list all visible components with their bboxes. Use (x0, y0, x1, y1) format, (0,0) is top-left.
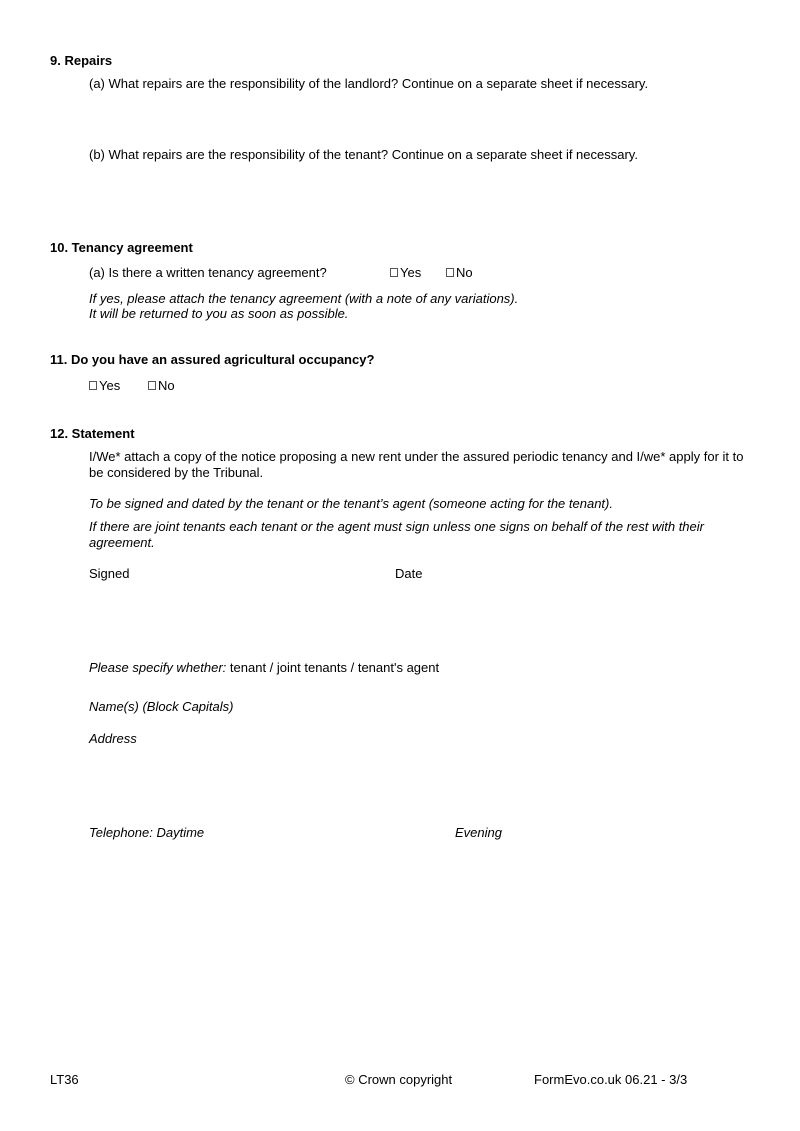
evening-label: Evening (455, 825, 502, 840)
address-label: Address (89, 731, 137, 746)
no-label: No (456, 265, 473, 280)
written-agreement-yes-checkbox[interactable] (390, 265, 421, 281)
no-label: No (158, 378, 175, 393)
repairs-landlord-answer-field[interactable] (89, 94, 754, 138)
agricultural-occupancy-no-checkbox[interactable] (148, 378, 175, 394)
signature-field[interactable] (89, 584, 379, 644)
specify-label: Please specify whether: (89, 660, 227, 675)
section-10-heading: 10. Tenancy agreement (50, 240, 193, 255)
form-code: LT36 (50, 1072, 79, 1087)
address-field[interactable] (89, 750, 750, 820)
agreement-note-line-1: If yes, please attach the tenancy agreement (with a note of any variations). (89, 291, 519, 306)
section-9-heading: 9. Repairs (50, 53, 113, 68)
checkbox-icon (446, 268, 454, 277)
evening-phone-field[interactable] (510, 823, 750, 843)
date-field[interactable] (395, 584, 695, 644)
signed-label: Signed (89, 566, 130, 581)
specify-role-line (89, 660, 439, 676)
daytime-phone-field[interactable] (215, 823, 445, 843)
names-label: Name(s) (Block Capitals) (89, 699, 234, 714)
written-agreement-no-checkbox[interactable] (446, 265, 473, 281)
signing-instruction: To be signed and dated by the tenant or the tenant’s agent (someone acting for the tenant). (89, 496, 613, 511)
section-11-heading: 11. Do you have an assured agricultural occupancy? (50, 352, 375, 367)
checkbox-icon (89, 381, 97, 390)
telephone-daytime-line (89, 825, 204, 841)
role-options[interactable]: tenant / joint tenants / tenant's agent (229, 660, 440, 675)
footer-source: FormEvo.co.uk 06.21 - 3/3 (534, 1072, 688, 1087)
agreement-note-line-2: It will be returned to you as soon as possible. (89, 306, 349, 321)
agricultural-occupancy-yes-checkbox[interactable] (89, 378, 120, 394)
names-field[interactable] (260, 697, 750, 717)
repairs-tenant-answer-field[interactable] (89, 165, 754, 225)
repairs-tenant-question: (b) What repairs are the responsibility of the tenant? Continue on a separate sheet if necessary. (89, 147, 638, 162)
checkbox-icon (148, 381, 156, 390)
yes-label: Yes (400, 265, 422, 280)
yes-label: Yes (99, 378, 121, 393)
written-agreement-question: (a) Is there a written tenancy agreement? (89, 265, 327, 280)
repairs-landlord-question: (a) What repairs are the responsibility of the landlord? Continue on a separate sheet if necessary. (89, 76, 649, 91)
statement-text: I/We* attach a copy of the notice proposing a new rent under the assured periodic tenancy and I/we* apply for it to be considered by the Tribunal. (89, 449, 744, 480)
telephone-label: Telephone (89, 825, 150, 840)
section-12-heading: 12. Statement (50, 426, 135, 441)
date-label: Date (395, 566, 423, 581)
copyright-text: © Crown copyright (345, 1072, 453, 1087)
daytime-label: : Daytime (149, 825, 205, 840)
joint-tenants-instruction: If there are joint tenants each tenant or the agent must sign unless one signs on behalf of the rest with their agreement. (89, 519, 704, 550)
checkbox-icon (390, 268, 398, 277)
